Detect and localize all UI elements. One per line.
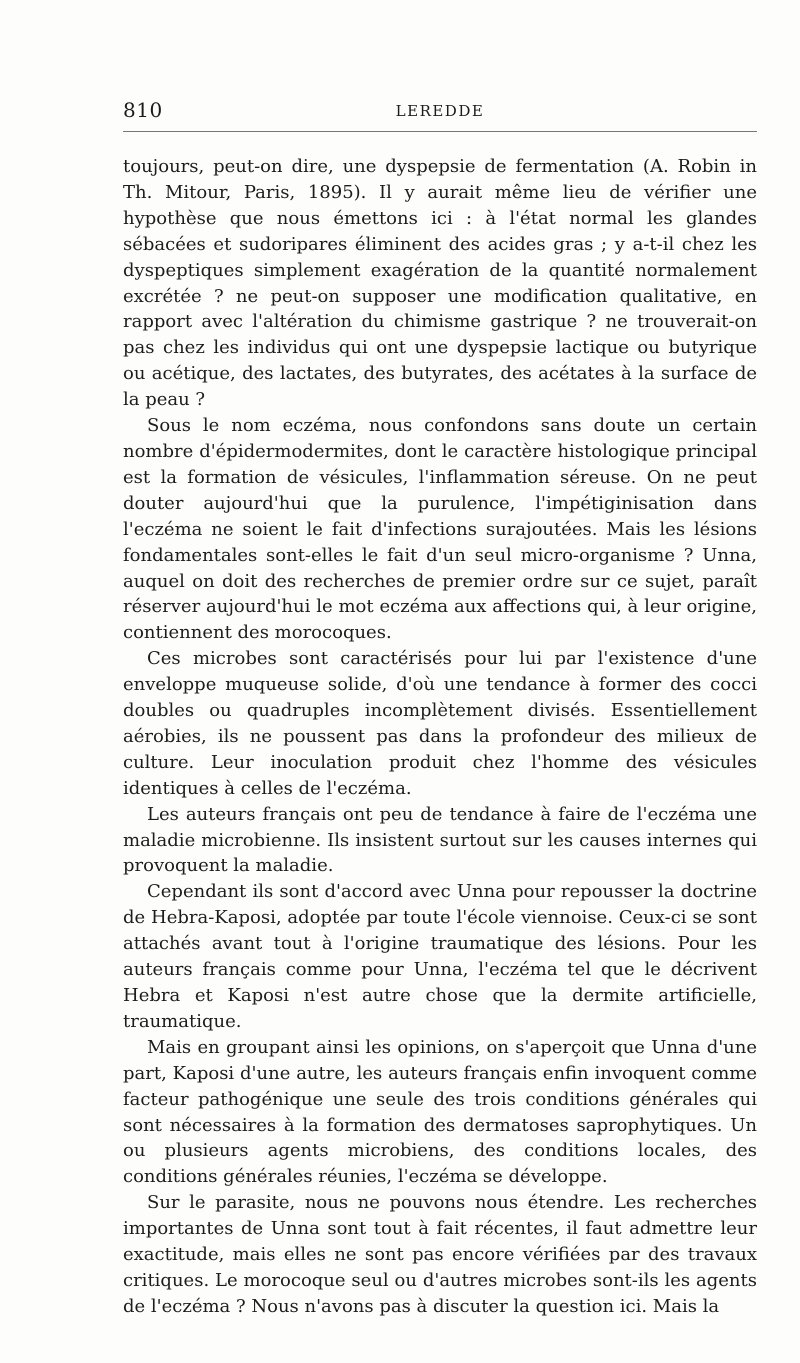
- paragraph-french-authors: Les auteurs français ont peu de tendance à faire de l'eczéma une maladie microbienne. Ils insistent surtout sur les causes internes qui provoquent la maladie.: [123, 803, 757, 877]
- page-header: [123, 93, 757, 133]
- paragraph-opinions: Mais en groupant ainsi les opinions, on s'aperçoit que Unna d'une part, Kaposi d'une autre, les auteurs français enfin invoquent comme facteur pathogénique une seule des trois conditions générales qui sont nécessaires à la formation des dermatoses saprophytiques. Un ou plusieurs agents microbiens, des conditions locales, des conditions générales réunies, l'eczéma se développe.: [123, 1036, 757, 1188]
- paragraph-hebra-kaposi: Cependant ils sont d'accord avec Unna pour repousser la doctrine de Hebra-Kaposi, adoptée par toute l'école viennoise. Ceux-ci se sont attachés avant tout à l'origine traumatique des lésions. Pour les auteurs français comme pour Unna, l'eczéma tel que le décrivent Hebra et Kaposi n'est autre chose que la dermite artificielle, traumatique.: [123, 881, 757, 1032]
- page-number: 810: [123, 98, 163, 122]
- paragraph-microbes: Ces microbes sont caractérisés pour lui par l'existence d'une enveloppe muqueuse solide, d'où une tendance à former des cocci doubles ou quadruples incomplètement divisés. Essentiellement aérobies, ils ne poussent pas dans la profondeur des milieux de culture. Leur inoculation produit chez l'homme des vésicules identiques à celles de l'eczéma.: [123, 648, 757, 799]
- body-text: [123, 154, 757, 1320]
- paragraph-parasite: Sur le parasite, nous ne pouvons nous étendre. Les recherches importantes de Unna sont tout à fait récentes, il faut admettre leur exactitude, mais elles ne sont pas encore vérifiées par des travaux critiques. Le morocoque seul ou d'autres microbes sont-ils les agents de l'eczéma ? Nous n'avons pas à discuter la question ici. Mais la: [123, 1192, 757, 1317]
- running-head: LEREDDE: [395, 102, 485, 120]
- header-rule: [123, 131, 757, 132]
- paragraph-eczema-definition: Sous le nom eczéma, nous confondons sans doute un certain nombre d'épidermodermites, dont le caractère histologique principal est la formation de vésicules, l'inflammation séreuse. On ne peut douter aujourd'hui que la purulence, l'impétiginisation dans l'eczéma ne soient le fait d'infections surajoutées. Mais les lésions fondamentales sont-elles le fait d'un seul micro-organisme ? Unna, auquel on doit des recherches de premier ordre sur ce sujet, paraît réserver aujourd'hui le mot eczéma aux affections qui, à leur origine, contiennent des morocoques.: [123, 415, 757, 644]
- paragraph-continued: toujours, peut-on dire, une dyspepsie de fermentation (A. Robin in Th. Mitour, Paris, 1895). Il y aurait même lieu de vérifier une hypothèse que nous émettons ici : à l'état normal les glandes sébacées et sudoripares éliminent des acides gras ; y a-t-il chez les dyspeptiques simplement exagération de la quantité normalement excrétée ? ne peut-on supposer une modification qualitative, en rapport avec l'altération du chimisme gastrique ? ne trouverait-on pas chez les individus qui ont une dyspepsie lactique ou butyrique ou acétique, des lactates, des butyrates, des acétates à la surface de la peau ?: [123, 156, 757, 411]
